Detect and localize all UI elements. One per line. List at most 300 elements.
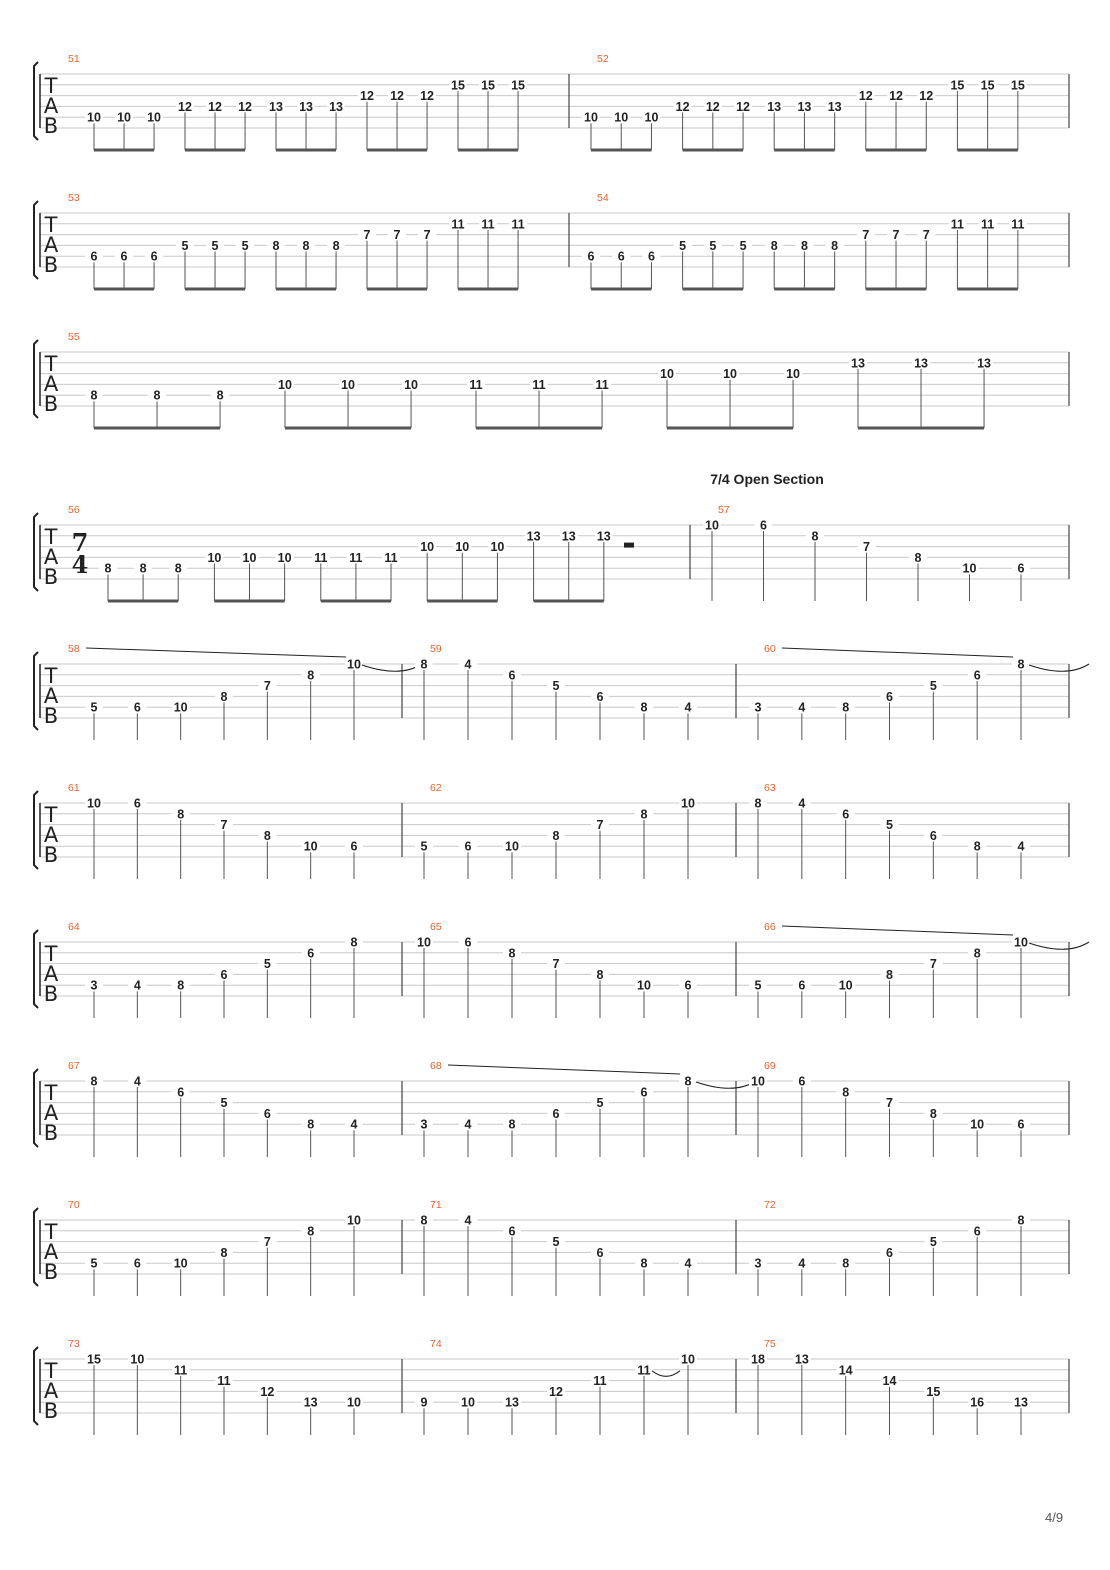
fret-number: 8 [596, 967, 604, 982]
fret-number: 10 [87, 796, 101, 811]
slide-line [782, 648, 1013, 657]
fret-number: 3 [754, 700, 762, 715]
measure-number: 54 [597, 192, 609, 204]
tab-clef-letter: T [44, 213, 58, 237]
fret-number: 13 [797, 99, 812, 114]
measure-number: 70 [68, 1199, 80, 1211]
fret-number: 13 [561, 529, 576, 544]
fret-number: 5 [90, 1256, 98, 1271]
fret-number: 7 [892, 228, 900, 243]
fret-number: 13 [1014, 1395, 1028, 1410]
tab-clef-letter: A [43, 684, 59, 708]
fret-number: 8 [272, 238, 280, 253]
fret-number: 8 [770, 238, 778, 253]
system-bracket [34, 652, 38, 730]
fret-number: 4 [798, 700, 806, 715]
fret-number: 11 [593, 1374, 607, 1389]
tie [652, 1371, 680, 1377]
fret-number: 10 [751, 1074, 765, 1089]
fret-number: 6 [973, 1224, 981, 1239]
tie [1029, 664, 1089, 671]
fret-number: 4 [684, 700, 692, 715]
tab-clef-letter: B [43, 565, 59, 589]
fret-number: 10 [207, 550, 222, 565]
measure-number: 65 [430, 921, 442, 933]
fret-number: 6 [587, 249, 595, 264]
fret-number: 10 [117, 110, 131, 125]
system-bracket [34, 62, 38, 140]
fret-number: 10 [173, 1256, 188, 1271]
fret-number: 5 [211, 238, 219, 253]
fret-number: 15 [451, 78, 465, 93]
fret-number: 8 [754, 796, 762, 811]
fret-number: 8 [684, 1074, 692, 1089]
fret-number: 10 [404, 377, 419, 392]
measure-number: 74 [430, 1338, 442, 1350]
measure-number: 55 [68, 331, 80, 343]
fret-number: 10 [303, 839, 318, 854]
fret-number: 12 [178, 99, 192, 114]
fret-number: 7 [220, 818, 228, 833]
measure-number: 69 [764, 1060, 776, 1072]
fret-number: 6 [886, 689, 893, 704]
fret-number: 14 [838, 1363, 853, 1378]
fret-number: 13 [977, 356, 992, 371]
fret-number: 10 [277, 550, 292, 565]
fret-number: 6 [263, 1106, 271, 1121]
fret-number: 12 [238, 99, 253, 114]
fret-number: 5 [679, 238, 687, 253]
fret-number: 6 [684, 978, 692, 993]
fret-number: 15 [511, 78, 526, 93]
system-bracket [34, 930, 38, 1008]
fret-number: 7 [862, 228, 870, 243]
fret-number: 6 [596, 689, 604, 704]
tab-clef-letter: B [43, 392, 59, 416]
fret-number: 11 [451, 217, 465, 232]
fret-number: 6 [307, 946, 315, 961]
fret-number: 8 [90, 388, 98, 403]
fret-number: 7 [922, 228, 930, 243]
system-bracket [34, 340, 38, 418]
fret-number: 6 [1017, 1117, 1025, 1132]
fret-number: 8 [263, 828, 271, 843]
fret-number: 6 [120, 249, 128, 264]
fret-number: 6 [760, 518, 767, 533]
measure-number: 61 [68, 782, 80, 794]
fret-number: 11 [217, 1374, 231, 1389]
fret-number: 6 [798, 978, 806, 993]
measure-number: 67 [68, 1060, 80, 1072]
fret-number: 10 [962, 561, 977, 576]
fret-number: 12 [858, 89, 873, 104]
measure-number: 75 [764, 1338, 776, 1350]
fret-number: 3 [754, 1256, 762, 1271]
section-label: 7/4 Open Section [710, 471, 824, 487]
tab-clef-letter: T [44, 942, 58, 966]
fret-number: 8 [886, 967, 893, 982]
fret-number: 8 [174, 561, 182, 576]
measure-number: 66 [764, 921, 776, 933]
fret-number: 8 [552, 828, 560, 843]
fret-number: 8 [842, 1085, 850, 1100]
fret-number: 8 [104, 561, 112, 576]
fret-number: 10 [278, 377, 292, 392]
measure-number: 62 [430, 782, 442, 794]
fret-number: 13 [303, 1395, 318, 1410]
fret-number: 10 [347, 1395, 361, 1410]
fret-number: 4 [798, 1256, 806, 1271]
fret-number: 6 [133, 1256, 141, 1271]
fret-number: 8 [1017, 657, 1025, 672]
tab-clef-letter: T [44, 1081, 58, 1105]
fret-number: 12 [736, 99, 751, 114]
fret-number: 7 [363, 228, 371, 243]
tab-clef-letter: A [43, 823, 59, 847]
measure-number: 52 [597, 53, 609, 65]
fret-number: 6 [508, 668, 516, 683]
fret-number: 8 [800, 238, 808, 253]
fret-number: 15 [87, 1352, 101, 1367]
fret-number: 8 [508, 1117, 516, 1132]
system-bracket [34, 201, 38, 279]
fret-number: 5 [220, 1096, 228, 1111]
rest-symbol [624, 543, 634, 548]
fret-number: 8 [842, 1256, 850, 1271]
fret-number: 12 [390, 89, 404, 104]
fret-number: 8 [307, 1117, 315, 1132]
page-number: 4/9 [1045, 1510, 1064, 1525]
fret-number: 8 [831, 238, 839, 253]
time-signature-digit: 4 [71, 550, 89, 579]
fret-number: 8 [914, 550, 922, 565]
fret-number: 6 [596, 1245, 604, 1260]
tab-clef-letter: T [44, 352, 58, 376]
fret-number: 8 [1017, 1213, 1025, 1228]
tab-clef-letter: A [43, 962, 59, 986]
tab-clef-letter: A [43, 94, 59, 118]
fret-number: 7 [263, 1235, 271, 1250]
fret-number: 6 [842, 807, 850, 822]
fret-number: 14 [882, 1374, 897, 1389]
fret-number: 5 [886, 818, 893, 833]
tab-clef-letter: B [43, 253, 59, 277]
system-bracket [34, 513, 38, 591]
fret-number: 4 [464, 1117, 472, 1132]
fret-number: 12 [260, 1384, 275, 1399]
fret-number: 8 [420, 1213, 428, 1228]
fret-number: 15 [980, 78, 995, 93]
tab-clef-letter: A [43, 1379, 59, 1403]
fret-number: 7 [863, 540, 870, 555]
slide-line [448, 1065, 680, 1074]
fret-number: 8 [153, 388, 161, 403]
measure-number: 60 [764, 643, 776, 655]
fret-number: 13 [596, 529, 611, 544]
fret-number: 7 [596, 818, 604, 833]
tab-clef-letter: A [43, 1101, 59, 1125]
fret-number: 12 [420, 89, 435, 104]
tab-clef-letter: T [44, 1220, 58, 1244]
fret-number: 8 [640, 807, 648, 822]
fret-number: 5 [929, 1235, 937, 1250]
fret-number: 11 [511, 217, 525, 232]
tab-clef-letter: A [43, 545, 59, 569]
fret-number: 8 [90, 1074, 98, 1089]
fret-number: 10 [723, 367, 737, 382]
fret-number: 13 [329, 99, 344, 114]
fret-number: 6 [133, 700, 141, 715]
system-bracket [34, 1069, 38, 1147]
fret-number: 12 [919, 89, 934, 104]
tab-clef-letter: A [43, 372, 59, 396]
fret-number: 4 [133, 978, 141, 993]
fret-number: 7 [393, 228, 401, 243]
tie [1029, 942, 1089, 949]
fret-number: 8 [216, 388, 224, 403]
fret-number: 15 [481, 78, 495, 93]
fret-number: 5 [754, 978, 762, 993]
fret-number: 5 [241, 238, 249, 253]
fret-number: 15 [950, 78, 965, 93]
fret-number: 13 [299, 99, 313, 114]
fret-number: 10 [584, 110, 598, 125]
fret-number: 13 [827, 99, 842, 114]
fret-number: 11 [174, 1363, 188, 1378]
measure-number: 58 [68, 643, 80, 655]
fret-number: 15 [1010, 78, 1025, 93]
fret-number: 6 [350, 839, 358, 854]
fret-number: 10 [420, 540, 435, 555]
fret-number: 8 [508, 946, 516, 961]
measure-number: 53 [68, 192, 80, 204]
tab-clef-letter: T [44, 803, 58, 827]
fret-number: 4 [798, 796, 806, 811]
fret-number: 6 [929, 828, 937, 843]
fret-number: 8 [302, 238, 310, 253]
fret-number: 5 [552, 1235, 560, 1250]
fret-number: 10 [838, 978, 853, 993]
fret-number: 6 [886, 1245, 893, 1260]
fret-number: 5 [90, 700, 98, 715]
fret-number: 10 [347, 1213, 361, 1228]
fret-number: 8 [640, 1256, 648, 1271]
fret-number: 8 [332, 238, 340, 253]
fret-number: 4 [350, 1117, 358, 1132]
fret-number: 10 [614, 110, 629, 125]
fret-number: 8 [842, 700, 850, 715]
fret-number: 5 [596, 1096, 604, 1111]
measure-number: 57 [718, 504, 730, 516]
fret-number: 6 [552, 1106, 560, 1121]
fret-number: 8 [973, 839, 981, 854]
fret-number: 8 [973, 946, 981, 961]
fret-number: 12 [675, 99, 690, 114]
fret-number: 11 [349, 550, 363, 565]
fret-number: 13 [767, 99, 782, 114]
fret-number: 13 [269, 99, 283, 114]
fret-number: 10 [505, 839, 519, 854]
measure-number: 73 [68, 1338, 80, 1350]
tab-clef-letter: A [43, 1240, 59, 1264]
fret-number: 8 [350, 935, 358, 950]
slide-line [782, 926, 1013, 935]
fret-number: 4 [464, 1213, 472, 1228]
fret-number: 6 [647, 249, 655, 264]
fret-number: 12 [889, 89, 903, 104]
system-bracket [34, 791, 38, 869]
fret-number: 11 [481, 217, 495, 232]
fret-number: 5 [709, 238, 717, 253]
fret-number: 10 [341, 377, 355, 392]
fret-number: 13 [505, 1395, 519, 1410]
fret-number: 10 [147, 110, 162, 125]
fret-number: 6 [220, 967, 228, 982]
system-bracket [34, 1347, 38, 1425]
measure-number: 51 [68, 53, 80, 65]
system-bracket [34, 1208, 38, 1286]
fret-number: 10 [644, 110, 659, 125]
fret-number: 11 [469, 377, 483, 392]
fret-number: 10 [461, 1395, 475, 1410]
tab-clef-letter: B [43, 1399, 59, 1423]
fret-number: 11 [637, 1363, 651, 1378]
fret-number: 5 [181, 238, 189, 253]
fret-number: 6 [177, 1085, 185, 1100]
tab-clef-letter: B [43, 1121, 59, 1145]
fret-number: 10 [455, 540, 470, 555]
fret-number: 3 [420, 1117, 428, 1132]
fret-number: 7 [929, 957, 937, 972]
time-signature-digit: 7 [71, 528, 89, 557]
fret-number: 8 [811, 529, 819, 544]
fret-number: 4 [464, 657, 472, 672]
tie [696, 1081, 756, 1088]
fret-number: 6 [798, 1074, 806, 1089]
fret-number: 10 [173, 700, 188, 715]
fret-number: 10 [490, 540, 505, 555]
measure-number: 71 [430, 1199, 442, 1211]
tab-clef-letter: T [44, 74, 58, 98]
fret-number: 8 [640, 700, 648, 715]
fret-number: 6 [133, 796, 141, 811]
fret-number: 16 [970, 1395, 985, 1410]
fret-number: 13 [914, 356, 928, 371]
fret-number: 12 [549, 1384, 563, 1399]
fret-number: 13 [526, 529, 541, 544]
fret-number: 10 [660, 367, 674, 382]
fret-number: 7 [263, 679, 271, 694]
fret-number: 9 [420, 1395, 428, 1410]
tab-clef-letter: T [44, 525, 58, 549]
fret-number: 8 [220, 689, 228, 704]
tab-clef-letter: B [43, 843, 59, 867]
fret-number: 12 [208, 99, 222, 114]
fret-number: 8 [307, 668, 315, 683]
tab-clef-letter: T [44, 1359, 58, 1383]
fret-number: 10 [87, 110, 101, 125]
fret-number: 10 [242, 550, 257, 565]
fret-number: 6 [640, 1085, 648, 1100]
fret-number: 8 [220, 1245, 228, 1260]
fret-number: 10 [970, 1117, 985, 1132]
fret-number: 6 [150, 249, 158, 264]
fret-number: 8 [139, 561, 147, 576]
fret-number: 6 [617, 249, 625, 264]
fret-number: 7 [552, 957, 560, 972]
fret-number: 10 [417, 935, 431, 950]
fret-number: 11 [981, 217, 995, 232]
fret-number: 10 [130, 1352, 145, 1367]
fret-number: 10 [681, 1352, 695, 1367]
fret-number: 6 [464, 839, 472, 854]
tab-clef-letter: B [43, 1260, 59, 1284]
fret-number: 15 [926, 1384, 941, 1399]
fret-number: 6 [508, 1224, 516, 1239]
fret-number: 11 [1011, 217, 1025, 232]
fret-number: 5 [929, 679, 937, 694]
fret-number: 11 [314, 550, 328, 565]
measure-number: 72 [764, 1199, 776, 1211]
tab-clef-letter: B [43, 982, 59, 1006]
fret-number: 12 [360, 89, 374, 104]
fret-number: 10 [347, 657, 361, 672]
tab-clef-letter: B [43, 704, 59, 728]
measure-number: 68 [430, 1060, 442, 1072]
fret-number: 13 [794, 1352, 809, 1367]
fret-number: 8 [420, 657, 428, 672]
fret-number: 7 [886, 1096, 893, 1111]
fret-number: 5 [739, 238, 747, 253]
fret-number: 10 [681, 796, 695, 811]
fret-number: 5 [552, 679, 560, 694]
fret-number: 18 [751, 1352, 765, 1367]
measure-number: 56 [68, 504, 80, 516]
fret-number: 10 [1014, 935, 1028, 950]
fret-number: 7 [423, 228, 431, 243]
fret-number: 11 [595, 377, 609, 392]
fret-number: 11 [384, 550, 398, 565]
fret-number: 10 [705, 518, 719, 533]
measure-number: 63 [764, 782, 776, 794]
fret-number: 3 [90, 978, 98, 993]
fret-number: 10 [637, 978, 651, 993]
fret-number: 12 [705, 99, 720, 114]
fret-number: 8 [307, 1224, 315, 1239]
fret-number: 6 [1017, 561, 1025, 576]
slide-line [86, 648, 346, 657]
tab-clef-letter: A [43, 233, 59, 257]
fret-number: 6 [464, 935, 472, 950]
fret-number: 8 [177, 807, 185, 822]
fret-number: 5 [420, 839, 428, 854]
fret-number: 5 [263, 957, 271, 972]
fret-number: 4 [133, 1074, 141, 1089]
fret-number: 11 [950, 217, 965, 232]
tab-clef-letter: T [44, 664, 58, 688]
fret-number: 6 [973, 668, 981, 683]
fret-number: 8 [177, 978, 185, 993]
measure-number: 64 [68, 921, 80, 933]
fret-number: 4 [684, 1256, 692, 1271]
tab-clef-letter: B [43, 114, 59, 138]
tie [362, 664, 422, 671]
fret-number: 10 [786, 367, 801, 382]
fret-number: 11 [532, 377, 546, 392]
fret-number: 8 [929, 1106, 937, 1121]
fret-number: 13 [851, 356, 865, 371]
fret-number: 6 [90, 249, 98, 264]
